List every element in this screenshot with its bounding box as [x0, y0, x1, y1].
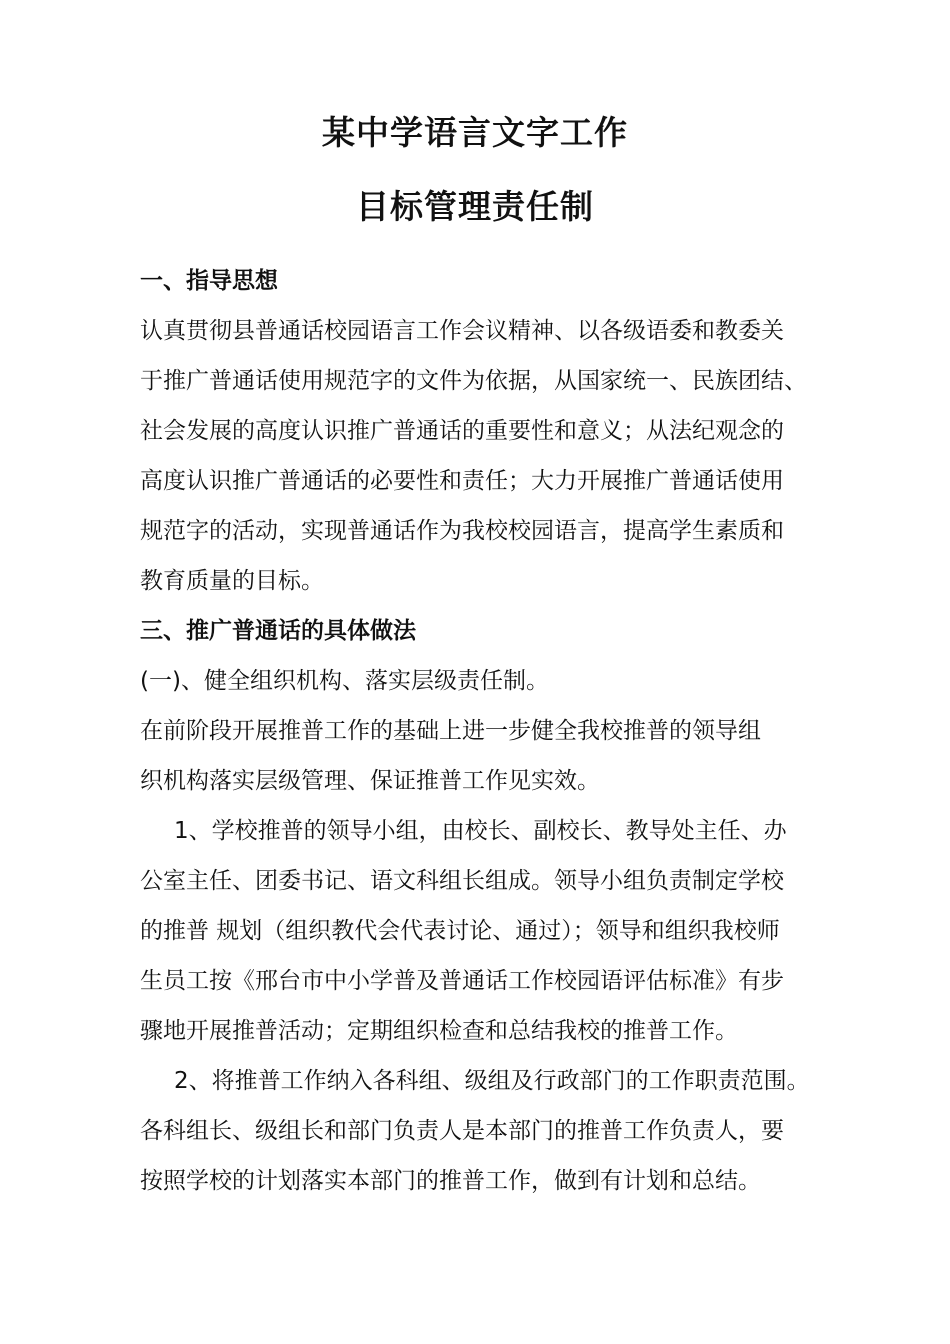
paragraph-line: 公室主任、团委书记、语文科组长组成。领导小组负责制定学校	[140, 868, 784, 894]
paragraph-line: 2、将推普工作纳入各科组、级组及行政部门的工作职责范围。	[174, 1068, 810, 1094]
paragraph-line: 生员工按《邢台市中小学普及普通话工作校园语评估标准》有步	[140, 968, 784, 994]
section-heading-specific-methods: 三、推广普通话的具体做法	[140, 618, 416, 644]
document-title-line-1: 某中学语言文字工作	[322, 113, 628, 152]
paragraph-line: 的推普 规划（组织教代会代表讨论、通过）；领导和组织我校师	[140, 918, 780, 944]
paragraph-line: 在前阶段开展推普工作的基础上进一步健全我校推普的领导组	[140, 718, 761, 744]
paragraph-line: 教育质量的目标。	[140, 568, 324, 594]
paragraph-line: 社会发展的高度认识推广普通话的重要性和意义；从法纪观念的	[140, 418, 784, 444]
document-title-line-2: 目标管理责任制	[356, 187, 594, 226]
paragraph-line: 各科组长、级组长和部门负责人是本部门的推普工作负责人，要	[140, 1118, 784, 1144]
paragraph-line: 认真贯彻县普通话校园语言工作会议精神、以各级语委和教委关	[140, 318, 784, 344]
paragraph-line: 于推广普通话使用规范字的文件为依据，从国家统一、民族团结、	[140, 368, 807, 394]
paragraph-line: 高度认识推广普通话的必要性和责任；大力开展推广普通话使用	[140, 468, 784, 494]
paragraph-line: 1、学校推普的领导小组，由校长、副校长、教导处主任、办	[174, 818, 787, 844]
paragraph-line: 骤地开展推普活动；定期组织检查和总结我校的推普工作。	[140, 1018, 738, 1044]
paragraph-line: 规范字的活动，实现普通话作为我校校园语言，提高学生素质和	[140, 518, 784, 544]
paragraph-line: 按照学校的计划落实本部门的推普工作，做到有计划和总结。	[140, 1168, 761, 1194]
paragraph-line: 织机构落实层级管理、保证推普工作见实效。	[140, 768, 600, 794]
subheading-organization: (一)、健全组织机构、落实层级责任制。	[140, 668, 549, 694]
section-heading-guiding-thought: 一、指导思想	[140, 268, 278, 294]
